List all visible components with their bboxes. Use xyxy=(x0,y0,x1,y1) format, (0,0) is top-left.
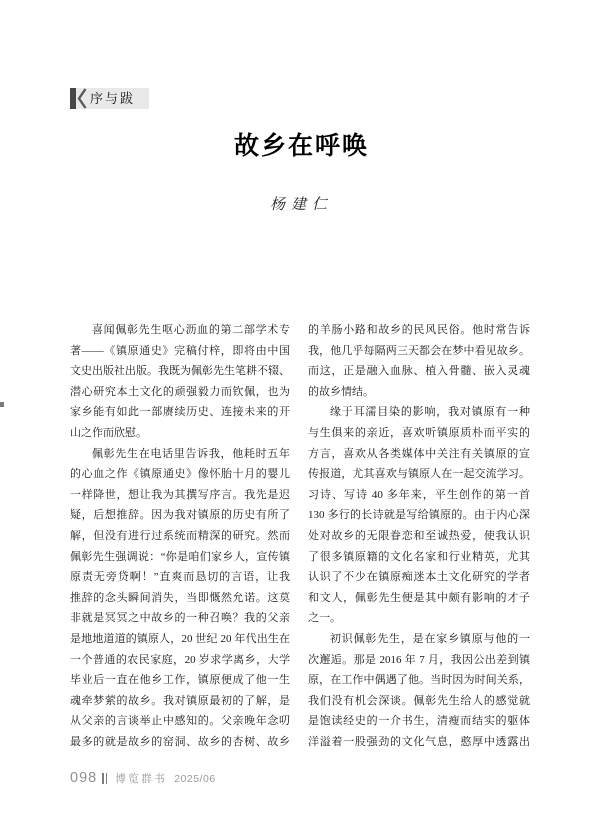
magazine-name: 博览群书 xyxy=(115,774,168,785)
section-label xyxy=(70,88,149,109)
page-number: 098 xyxy=(70,770,98,786)
body-text-line: 的心血之作《镇原通史》像怀胎十月的婴儿 xyxy=(70,468,290,481)
body-text-line: 次邂逅。那是 2016 年 7 月，我因公出差到镇 xyxy=(308,653,530,666)
body-text-line: 原，在工作中偶遇了他。当时因为时间关系， xyxy=(308,674,530,687)
body-text-line: 佩彰先生强调说：“你是咱们家乡人，宣传镇 xyxy=(70,550,290,563)
body-text-line: 洋溢着一股强劲的文化气息，憨厚中透露出 xyxy=(308,735,530,748)
body-text-line: 原责无旁贷啊！”直爽而恳切的言语，让我 xyxy=(70,571,290,584)
body-text-line: 山之作而欣慰。 xyxy=(70,426,147,439)
body-text-line: 之一。 xyxy=(308,612,341,625)
section-label-text: 序与跋 xyxy=(90,91,136,106)
double-bar-icon xyxy=(102,773,109,784)
body-text-line: 是饱读经史的一介书生，清瘦而结实的躯体 xyxy=(308,715,530,728)
issue-number: 2025/06 xyxy=(174,773,216,785)
body-text-line: 处对故乡的无限眷恋和至诚热爱，使我认识 xyxy=(308,529,530,542)
body-text-line: 解，但没有进行过系统而精深的研究。然而 xyxy=(70,529,290,542)
body-text-line: 毕业后一直在他乡工作，镇原便成了他一生 xyxy=(70,674,290,687)
body-text-line: 认识了不少在镇原痴迷本土文化研究的学者 xyxy=(308,571,530,584)
body-text-line: 方言，喜欢从各类媒体中关注有关镇原的宣 xyxy=(308,447,530,460)
body-text-line: 的故乡情结。 xyxy=(308,385,374,398)
body-text-line: 最多的就是故乡的窑洞、故乡的杏树、故乡 xyxy=(70,735,290,748)
body-text-line: 一样降世，想让我为其撰写序言。我先是迟 xyxy=(70,488,290,501)
body-text-line: 了很多镇原籍的文化名家和行业精英，尤其 xyxy=(308,550,530,563)
body-text-line: 魂牵梦萦的故乡。我对镇原最初的了解，是 xyxy=(70,694,290,707)
article-author: 杨建仁 xyxy=(269,197,333,213)
body-text-line: 和文人，佩彰先生便是其中颇有影响的才子 xyxy=(308,591,530,604)
body-text-line: 疑，后想推辞。因为我对镇原的历史有所了 xyxy=(70,509,290,522)
body-text-line: 佩彰先生在电话里告诉我，他耗时五年 xyxy=(92,447,290,460)
body-text-line: 著——《镇原通史》完稿付梓，即将由中国 xyxy=(70,344,290,357)
body-text-line: 从父亲的言谈举止中感知的。父亲晚年念叨 xyxy=(70,715,290,728)
body-text-line: 缘于耳濡目染的影响，我对镇原有一种 xyxy=(330,406,530,419)
body-text-line: 推辞的念头瞬间消失，当即慨然允诺。这莫 xyxy=(70,591,290,604)
body-column-right xyxy=(308,320,530,752)
body-text-line: 我们没有机会深谈。佩彰先生给人的感觉就 xyxy=(308,694,530,707)
body-text-line: 与生俱来的亲近，喜欢听镇原质朴而平实的 xyxy=(308,426,530,439)
body-text-line: 非就是冥冥之中故乡的一种召唤？我的父亲 xyxy=(70,612,290,625)
article-title: 故乡在呼唤 xyxy=(233,133,369,160)
body-column-left xyxy=(70,320,290,752)
body-text-line: 初识佩彰先生，是在家乡镇原与他的一 xyxy=(330,632,530,645)
body-text-line: 而这，正是融入血脉、植入骨髓、嵌入灵魂 xyxy=(308,365,530,378)
body-text-line: 潜心研究本土文化的顽强毅力而钦佩，也为 xyxy=(70,385,290,398)
body-text-line: 一个普通的农民家庭，20 岁求学离乡，大学 xyxy=(70,653,290,666)
body-text-line: 的羊肠小路和故乡的民风民俗。他时常告诉 xyxy=(308,324,530,336)
page-edge-mark xyxy=(0,402,4,407)
section-bracket-bar-icon xyxy=(70,88,76,109)
body-text-line: 习诗、写诗 40 多年来，平生创作的第一首 xyxy=(308,488,530,501)
section-chevron-icon xyxy=(77,88,87,109)
body-text-line: 家乡能有如此一部赓续历史、连接未来的开 xyxy=(70,406,290,419)
body-text-line: 我，他几乎每隔两三天都会在梦中看见故乡。 xyxy=(308,344,530,357)
page-footer xyxy=(70,770,216,786)
body-text-line: 文史出版社出版。我既为佩彰先生笔耕不辍、 xyxy=(70,365,290,378)
body-text-line: 喜闻佩彰先生呕心沥血的第二部学术专 xyxy=(92,324,290,336)
body-text-line: 传报道，尤其喜欢与镇原人在一起交流学习。 xyxy=(308,468,530,481)
body-text-line: 130 多行的长诗就是写给镇原的。由于内心深 xyxy=(308,509,530,522)
body-text-line: 是地地道道的镇原人，20 世纪 20 年代出生在 xyxy=(70,632,290,645)
